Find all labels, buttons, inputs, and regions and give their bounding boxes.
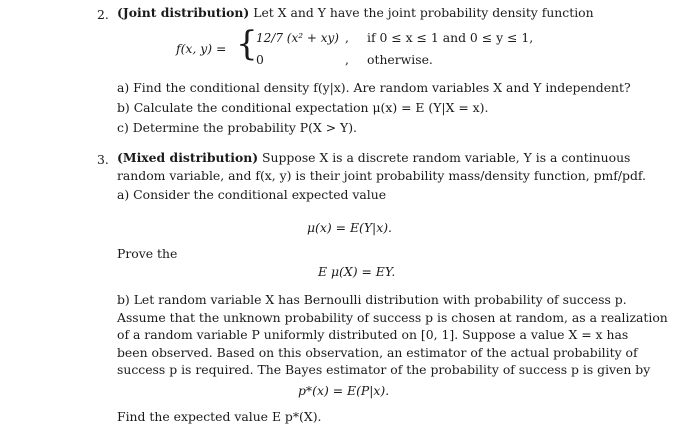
case1-separator: , xyxy=(345,30,349,45)
problem-3-final: Find the expected value E p*(X). xyxy=(117,409,322,424)
problem-3-number: 3. xyxy=(97,152,109,167)
problem-3-part-b-line-3: of a random variable P uniformly distributed on [0, 1]. Suppose a value X = x has xyxy=(117,327,629,342)
problem-3-part-a: a) Consider the conditional expected value xyxy=(117,187,387,202)
prove-text: Prove the xyxy=(117,246,178,261)
left-brace: { xyxy=(236,24,258,64)
case1-expression: 12/7 (x² + xy) xyxy=(256,31,339,45)
pdf-lhs: f(x, y) = xyxy=(176,41,227,56)
problem-3-part-b-line-5: success p is required. The Bayes estimator of the probability of success p is given by xyxy=(117,362,651,377)
case2-condition: otherwise. xyxy=(367,52,433,67)
problem-2-number: 2. xyxy=(97,7,109,22)
equation-bayes-estimator: p*(x) = E(P|x). xyxy=(298,383,390,398)
problem-3-intro-2: random variable, and f(x, y) is their joint probability mass/density function, pmf/pdf. xyxy=(117,168,646,183)
problem-3-intro-1: Suppose X is a discrete random variable, Y is a continuous xyxy=(262,150,631,165)
problem-3-title: (Mixed distribution) xyxy=(117,150,259,165)
equation-tower-property: E μ(X) = EY. xyxy=(318,264,396,279)
case1-condition: if 0 ≤ x ≤ 1 and 0 ≤ y ≤ 1, xyxy=(367,30,534,45)
case2-separator: , xyxy=(345,52,349,67)
problem-2-part-c: c) Determine the probability P(X > Y). xyxy=(117,120,357,135)
case2-expression: 0 xyxy=(256,52,264,67)
problem-2-part-b: b) Calculate the conditional expectation μ(x) = E (Y|X = x). xyxy=(117,100,489,115)
problem-3-part-b-line-1: b) Let random variable X has Bernoulli distribution with probability of success p. xyxy=(117,292,627,307)
problem-3-part-b-line-2: Assume that the unknown probability of success p is chosen at random, as a realization xyxy=(117,310,668,325)
problem-2-intro: Let X and Y have the joint probability density function xyxy=(253,5,594,20)
equation-conditional-expectation: μ(x) = E(Y|x). xyxy=(307,220,392,235)
problem-2-title: (Joint distribution) xyxy=(117,5,250,20)
problem-3-part-b-line-4: been observed. Based on this observation, an estimator of the actual probability of xyxy=(117,345,638,360)
problem-2-part-a: a) Find the conditional density f(y|x). Are random variables X and Y independent? xyxy=(117,80,631,95)
problem-3-heading xyxy=(117,150,630,166)
problem-2-heading xyxy=(117,5,594,21)
